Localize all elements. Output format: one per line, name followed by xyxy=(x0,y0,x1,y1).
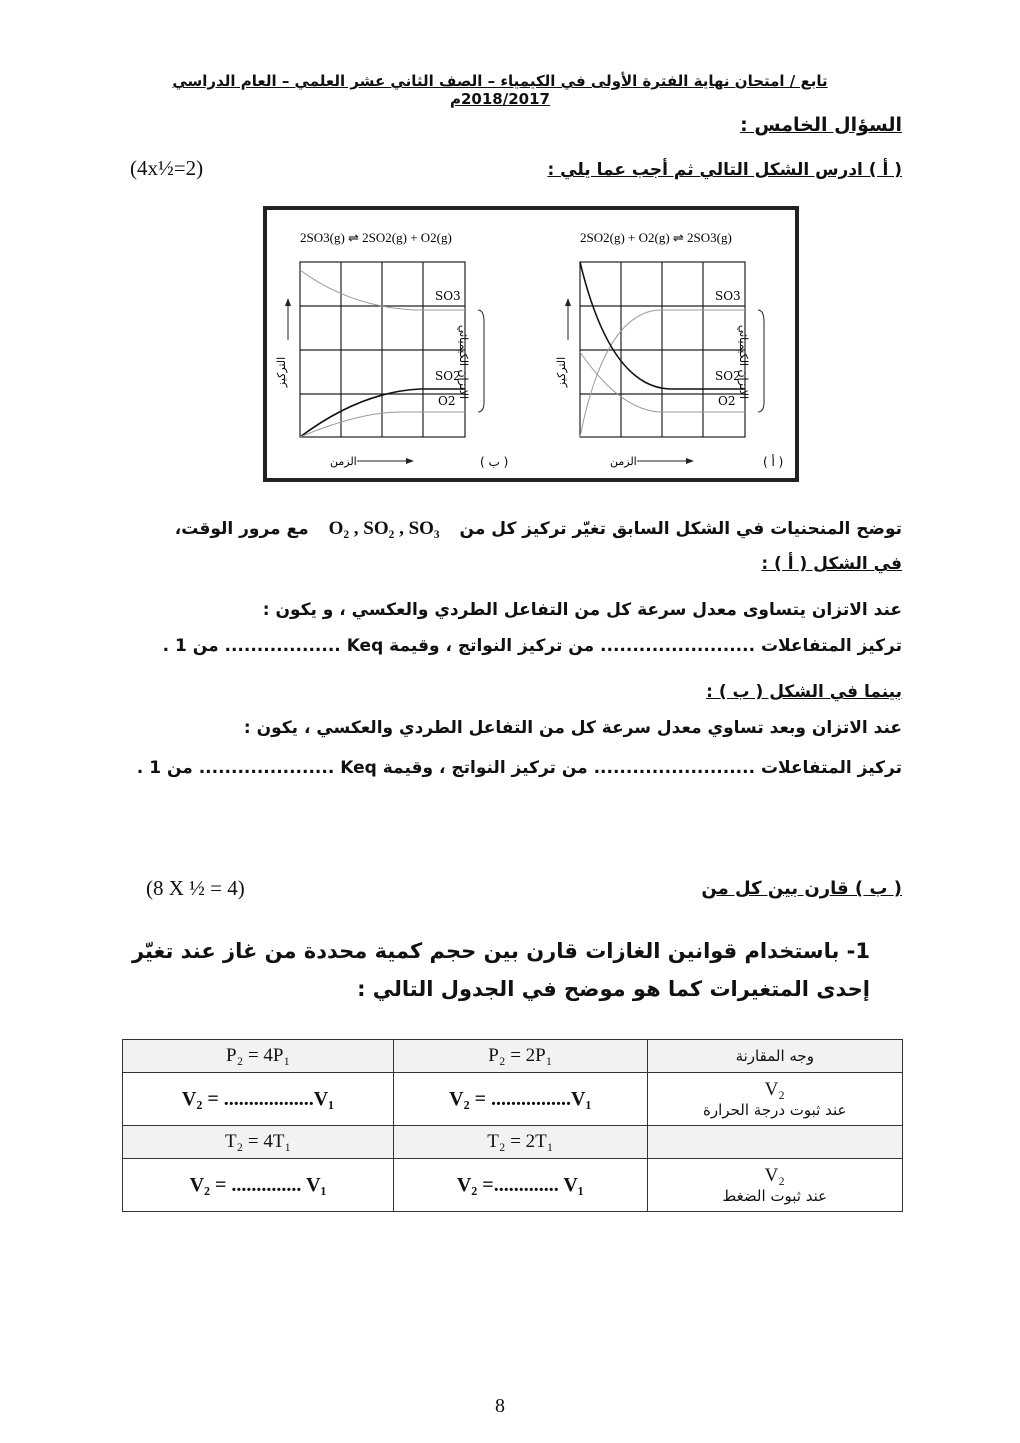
part-a-marks: (4x½=2) xyxy=(130,156,204,180)
page-header: تابع / امتحان نهاية الفترة الأولى في الكيمياء – الصف الثاني عشر العلمي – العام الدراسي 2018/2017م xyxy=(172,72,828,108)
figure-a-heading: في الشكل ( أ ) : xyxy=(761,554,902,574)
y-axis-label: التركيز xyxy=(555,356,568,388)
panel-label-b: ( ب ) xyxy=(480,455,509,469)
table-row: V₂ = .............. V₁ V₂ =............. V₁ V₂ عند ثبوت الضغط xyxy=(123,1159,903,1212)
question-1: 1- باستخدام قوانين الغازات قارن بين حجم كمية محددة من غاز عند تغيّر إحدى المتغيرات كما هو موضح في الجدول التالي : xyxy=(131,939,870,1001)
equation-b: 2SO3(g) ⇌ 2SO2(g) + O2(g) xyxy=(300,230,452,245)
label-so2: SO2 xyxy=(715,369,741,383)
table-header-row: P₂ = 4P₁ P₂ = 2P₁ وجه المقارنة xyxy=(123,1040,903,1073)
equilibrium-b-line: عند الاتزان وبعد تساوي معدل سرعة كل من التفاعل الطردي والعكسي ، يكون : xyxy=(243,718,902,738)
intro-line: توضح المنحنيات في الشكل السابق تغيّر تركيز كل من O₂ , SO₂ , SO₃ مع مرور الوقت، xyxy=(174,518,902,539)
figure-b-heading: بينما في الشكل ( ب ) : xyxy=(706,682,902,702)
label-so3: SO3 xyxy=(435,289,461,303)
fill-in-a[interactable]: تركيز المتفاعلات ........................ من تركيز النواتج ، وقيمة Keq .................. من 1 . xyxy=(162,636,902,656)
fill-in-b[interactable]: تركيز المتفاعلات ......................... من تركيز النواتج ، وقيمة Keq ..................... من 1 . xyxy=(136,758,902,778)
equilibrium-figure xyxy=(263,206,799,482)
equilibrium-a-line: عند الاتزان يتساوى معدل سرعة كل من التفاعل الطردي والعكسي ، و يكون : xyxy=(262,600,902,620)
part-b-label: ( ب ) قارن بين كل من xyxy=(701,878,902,899)
label-so2: SO2 xyxy=(435,369,461,383)
x-axis-label: الزمن xyxy=(610,455,637,468)
y-axis-label: التركيز xyxy=(275,356,288,388)
label-so3: SO3 xyxy=(715,289,741,303)
table-row: V₂ = ..................V₁ V₂ = ................V₁ V₂ عند ثبوت درجة الحرارة xyxy=(123,1073,903,1126)
x-axis-label: الزمن xyxy=(330,455,357,468)
gas-laws-table xyxy=(122,1039,903,1212)
answer-cell[interactable]: V₂ = .............. V₁ xyxy=(123,1159,394,1212)
bracket-label: الاتزان الكيميائي xyxy=(737,324,750,400)
answer-cell[interactable]: V₂ =............. V₁ xyxy=(394,1159,647,1212)
bracket-label: الاتزان الكيميائي xyxy=(457,324,470,400)
part-a-label: ( أ ) ادرس الشكل التالي ثم أجب عما يلي : xyxy=(547,160,902,180)
page-number: 8 xyxy=(495,1395,505,1417)
label-o2: O2 xyxy=(438,394,456,408)
answer-cell[interactable]: V₂ = ................V₁ xyxy=(394,1073,647,1126)
part-b-marks: (8 X ½ = 4) xyxy=(146,876,245,900)
table-header-row: T₂ = 4T₁ T₂ = 2T₁ xyxy=(123,1126,903,1159)
answer-cell[interactable]: V₂ = ..................V₁ xyxy=(123,1073,394,1126)
question-title: السؤال الخامس : xyxy=(740,114,902,136)
label-o2: O2 xyxy=(718,394,736,408)
panel-label-a: ( أ ) xyxy=(763,455,784,469)
equation-a: 2SO2(g) + O2(g) ⇌ 2SO3(g) xyxy=(580,230,732,245)
